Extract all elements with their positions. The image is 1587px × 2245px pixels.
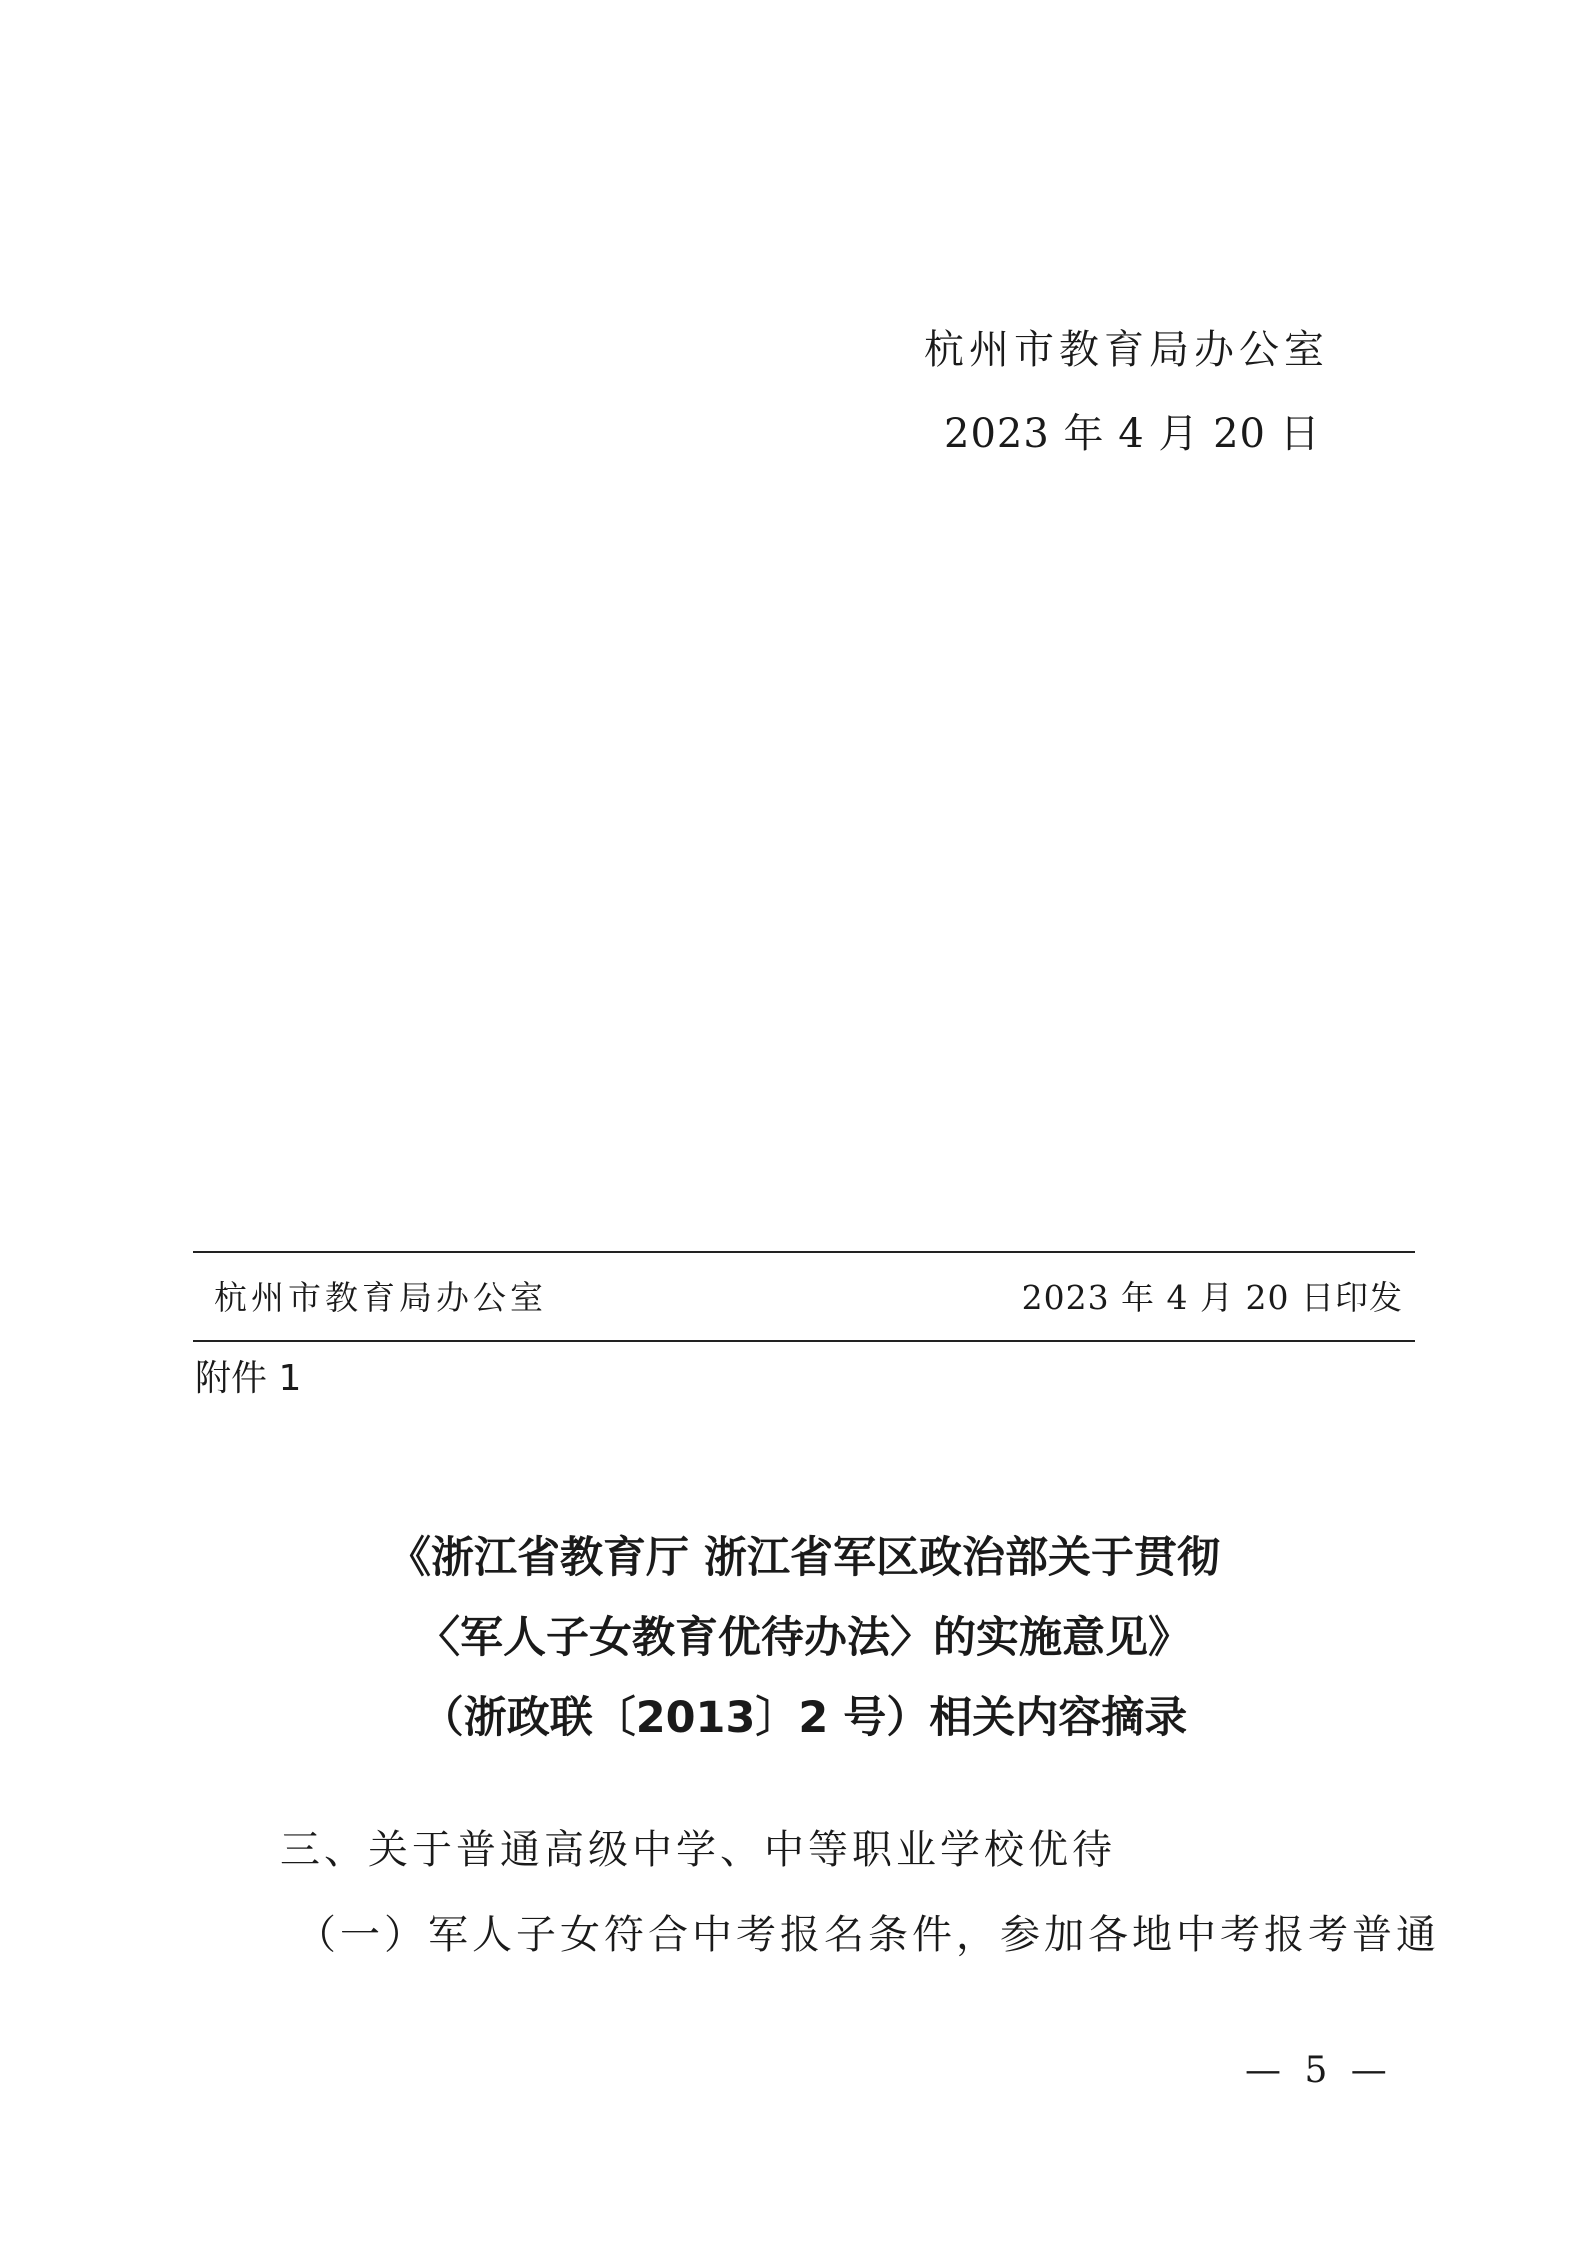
signature-date: 2023 年 4 月 20 日 <box>944 411 1321 457</box>
attachment-label: 附件 1 <box>195 1358 302 1399</box>
imprint-bottom-rule <box>193 1340 1415 1342</box>
imprint-date: 2023 年 4 月 20 日印发 <box>1021 1278 1403 1317</box>
attachment-title-line-3: （浙政联〔2013〕2 号）相关内容摘录 <box>420 1693 1188 1743</box>
imprint-organization: 杭州市教育局办公室 <box>214 1278 547 1317</box>
attachment-title-line-1: 《浙江省教育厅 浙江省军区政治部关于贯彻 <box>388 1533 1220 1583</box>
signature-organization: 杭州市教育局办公室 <box>924 327 1329 373</box>
body-paragraph: （一）军人子女符合中考报名条件，参加各地中考报考普通 <box>296 1912 1440 1958</box>
attachment-title-line-2: 〈军人子女教育优待办法〉的实施意见》 <box>417 1613 1191 1663</box>
page-number: — 5 — <box>1245 2050 1393 2091</box>
imprint-top-rule <box>193 1251 1415 1253</box>
section-heading: 三、关于普通高级中学、中等职业学校优待 <box>280 1827 1116 1873</box>
